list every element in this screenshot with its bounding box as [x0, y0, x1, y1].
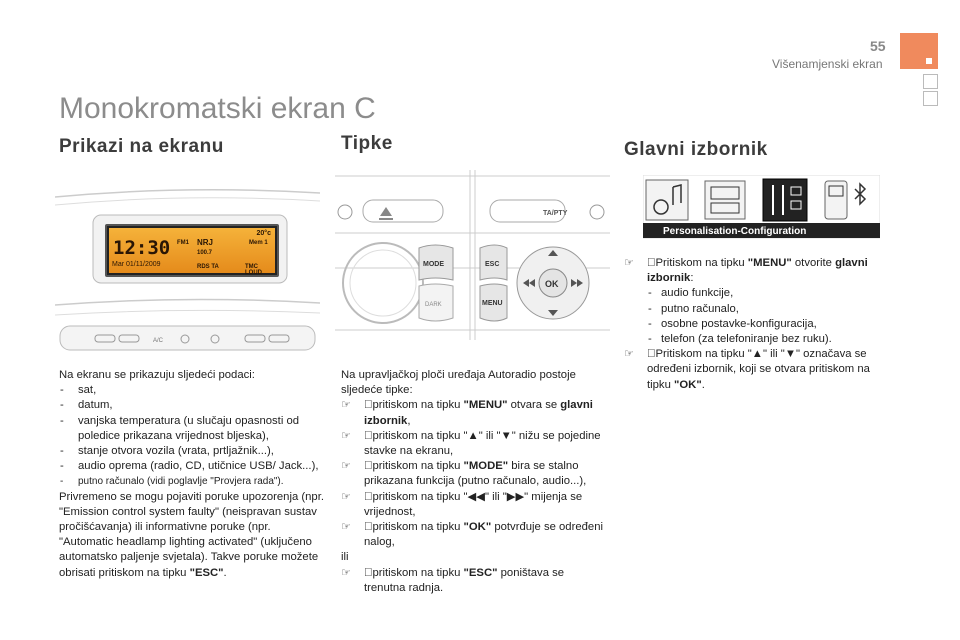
screen-date: Mar 01/11/2009: [112, 261, 161, 268]
bullet-arrow-icon: ☞: [341, 399, 351, 412]
list-item: ☞ pritiskom na tipku "MENU" otvara se glavni izbornik,: [341, 399, 593, 427]
esc-label: ESC: [485, 261, 500, 268]
page-number: 55: [870, 38, 886, 54]
list-item: - audio funkcije,: [647, 286, 886, 301]
list-item: ☞ pritiskom na tipku "▲" ili "▼" nižu se pojedine stavke na ekranu,: [341, 429, 601, 458]
svg-text:A/C: A/C: [153, 338, 164, 344]
buttons-list-2: [341, 566, 606, 596]
screen-temp: 20°c: [256, 230, 271, 237]
section-title: Višenamjenski ekran: [772, 57, 883, 71]
page-title: Monokromatski ekran C: [59, 92, 376, 125]
screen-fm: FM1: [177, 240, 189, 246]
display-description: [59, 368, 324, 581]
chapter-tab: [900, 33, 938, 69]
bullet-arrow-icon: ☞: [341, 429, 351, 442]
screen-station: NRJ: [197, 238, 214, 247]
main-menu-illustration: [643, 175, 880, 240]
buttons-intro: Na upravljačkoj ploči uređaja Autoradio postoje sljedeće tipke:: [341, 369, 576, 397]
screen-freq: 100.7: [197, 250, 213, 256]
list-item: - stanje otvora vozila (vrata, prtljažnik...),: [59, 444, 324, 459]
submenu-list: [647, 286, 886, 347]
fast-forward-icon: ▶▶: [506, 490, 525, 503]
chapter-tab-box: [923, 74, 938, 89]
buttons-list: [341, 398, 606, 550]
up-arrow-icon: ▲: [751, 348, 763, 361]
bullet-arrow-icon: ☞: [624, 257, 634, 269]
screen-rds: RDS TA: [197, 264, 219, 270]
screen-mem: Mem 1: [249, 240, 268, 246]
display-items: [59, 383, 324, 489]
menu-label: MENU: [482, 300, 503, 307]
heading-buttons: Tipke: [341, 133, 393, 154]
dark-label: DARK: [425, 302, 442, 308]
chapter-tab-box: [923, 91, 938, 106]
list-item: - putno računalo,: [647, 302, 886, 317]
ta-pty-label: TA/PTY: [543, 210, 568, 217]
down-arrow-icon: ▼: [784, 348, 796, 361]
list-item: - vanjska temperatura (u slučaju opasnosti od poledice prikazana vrijednost bljeska),: [59, 414, 324, 444]
list-item: ☞ pritiskom na tipku "OK" potvrđuje se određeni nalog,: [341, 521, 603, 549]
bullet-arrow-icon: ☞: [341, 460, 351, 473]
list-item: - osobne postavke-konfiguracija,: [647, 317, 886, 332]
list-item: - sat,: [59, 383, 324, 398]
list-item: ☞ Pritiskom na tipku "▲" ili "▼" označava se određeni izbornik, koji se otvara pritiskom na tipku "OK".: [624, 348, 870, 391]
display-intro: Na ekranu se prikazuju sljedeći podaci:: [59, 369, 255, 381]
screen-clock: 12:30: [113, 237, 171, 259]
list-item: ☞ pritiskom na tipku "◀◀" ili "▶▶" mijenja se vrijednost,: [341, 490, 583, 518]
bullet-arrow-icon: ☞: [341, 490, 351, 503]
list-item: ☞ pritiskom na tipku "MODE" bira se stalno prikazana funkcija (putno računalo, audio...),: [341, 460, 587, 488]
menu-bar-label: Personalisation-Configuration: [663, 226, 807, 237]
bullet-arrow-icon: ☞: [341, 521, 351, 534]
list-item: - datum,: [59, 398, 324, 413]
display-illustration: [55, 183, 320, 353]
up-arrow-icon: ▲: [467, 429, 479, 442]
rewind-icon: ◀◀: [467, 490, 485, 503]
list-item: ☞ Pritiskom na tipku "MENU" otvorite glavni izbornik: - audio funkcije, - putno računalo, - osobne postavke-konfiguracija, - telefon (za telefoniranje bez ruku).: [624, 256, 886, 347]
monochrome-screen: [105, 224, 279, 277]
heading-display: Prikazi na ekranu: [59, 136, 224, 157]
ok-label: OK: [545, 279, 559, 289]
or-text: ili: [341, 551, 349, 564]
heading-main-menu: Glavni izbornik: [624, 139, 768, 160]
control-panel-illustration: [335, 170, 610, 340]
list-item: - putno računalo (vidi poglavlje "Provjera rada").: [59, 474, 324, 489]
down-arrow-icon: ▼: [500, 429, 512, 442]
list-item: ☞ pritiskom na tipku "ESC" poništava se trenutna radnja.: [341, 566, 565, 594]
main-menu-list: [624, 256, 886, 393]
mode-label: MODE: [423, 261, 444, 268]
bullet-arrow-icon: ☞: [341, 566, 351, 579]
screen-tmc: TMC LOUD: [245, 264, 262, 276]
list-item: - audio oprema (radio, CD, utičnice USB/ Jack...),: [59, 459, 324, 474]
buttons-description: [341, 368, 606, 596]
main-menu-description: [624, 256, 886, 393]
list-item: - telefon (za telefoniranje bez ruku).: [647, 332, 886, 347]
messages-paragraph: Privremeno se mogu pojaviti poruke upozorenja (npr. "Emission control system faulty" (neispravan sustav pročišćavanja) ili informativne poruke (npr. "Automatic headlamp lighting activated" (uključeno automatsko paljenje svjetala). Takve poruke možete obrisati pritiskom na tipku "ESC".: [59, 490, 324, 579]
bullet-arrow-icon: ☞: [624, 348, 634, 361]
